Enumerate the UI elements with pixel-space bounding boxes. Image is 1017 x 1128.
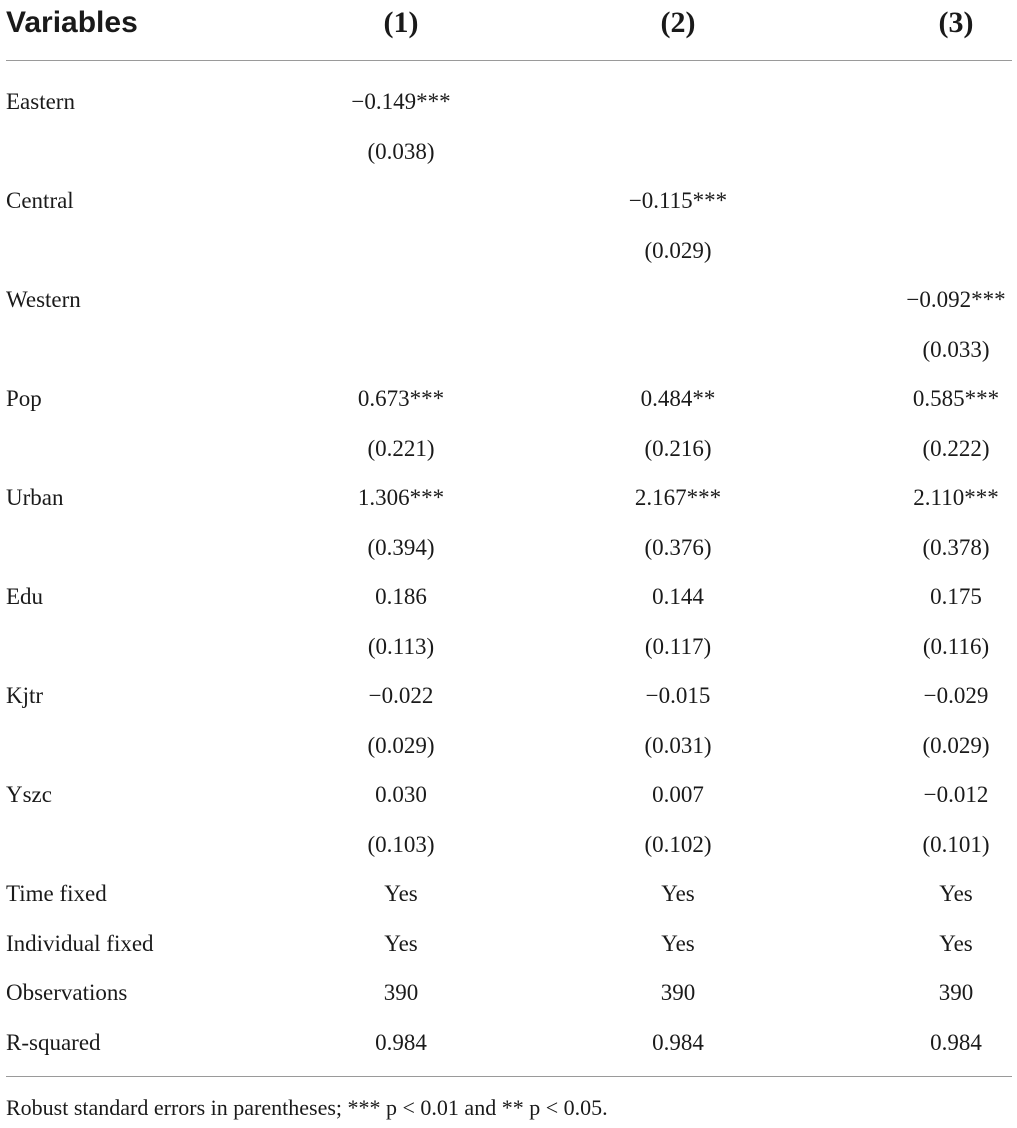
table-row (6, 869, 1012, 919)
table-row (6, 671, 1012, 721)
cell-column-3: (0.222) (922, 435, 990, 461)
cell-column-1: (0.029) (367, 732, 435, 758)
cell-column-1: (0.103) (367, 831, 435, 857)
header-variables: Variables (6, 6, 138, 39)
table-row (6, 820, 1012, 870)
cell-column-1: 1.306*** (357, 485, 445, 510)
cell-column-3: −0.012 (923, 782, 989, 807)
cell-column-2: 390 (660, 980, 696, 1005)
cell-column-2: (0.029) (644, 237, 712, 263)
cell-column-2: 0.007 (652, 782, 704, 807)
cell-column-3: 2.110*** (913, 485, 999, 510)
table-body (6, 77, 1012, 1067)
table-row (6, 325, 1012, 375)
row-label: Kjtr (6, 683, 44, 708)
cell-column-3: 0.984 (930, 1029, 982, 1055)
header-divider (6, 60, 1012, 61)
table-row (6, 1018, 1012, 1068)
table-row (6, 572, 1012, 622)
table-header-row (6, 0, 1012, 46)
row-label: Time fixed (6, 881, 107, 906)
cell-column-2: (0.376) (644, 534, 712, 560)
table-row (6, 770, 1012, 820)
cell-column-2: Yes (661, 930, 695, 956)
table-row (6, 968, 1012, 1018)
cell-column-3: 0.585*** (912, 386, 1000, 411)
cell-column-1: −0.022 (368, 683, 434, 708)
cell-column-3: (0.033) (922, 336, 990, 362)
table-row (6, 473, 1012, 523)
row-label: Western (6, 287, 81, 312)
header-column-1: (1) (383, 6, 419, 39)
cell-column-2: (0.031) (644, 732, 712, 758)
footer-divider (6, 1076, 1012, 1077)
cell-column-1: 0.186 (375, 584, 427, 609)
row-label: Individual fixed (6, 930, 154, 956)
cell-column-3: (0.116) (922, 633, 990, 659)
cell-column-3: (0.029) (922, 732, 990, 758)
cell-column-2: −0.015 (645, 683, 711, 708)
row-label: Urban (6, 485, 64, 510)
cell-column-1: Yes (384, 881, 418, 906)
cell-column-1: 0.030 (375, 782, 427, 807)
row-label: Eastern (6, 89, 75, 114)
cell-column-3: (0.378) (922, 534, 990, 560)
table-row (6, 226, 1012, 276)
cell-column-2: 2.167*** (634, 485, 722, 510)
row-label: Pop (6, 386, 42, 411)
table-row (6, 176, 1012, 226)
cell-column-2: Yes (661, 881, 695, 906)
table-row (6, 622, 1012, 672)
cell-column-1: −0.149*** (351, 89, 451, 114)
cell-column-2: (0.102) (644, 831, 712, 857)
table-row (6, 77, 1012, 127)
row-label: Observations (6, 980, 128, 1005)
table-row (6, 127, 1012, 177)
cell-column-2: −0.115*** (628, 188, 728, 213)
cell-column-1: (0.113) (367, 633, 435, 659)
cell-column-2: (0.216) (644, 435, 712, 461)
header-column-2: (2) (660, 6, 696, 39)
cell-column-2: 0.984 (652, 1029, 704, 1055)
row-label: Yszc (6, 782, 52, 807)
cell-column-2: (0.117) (644, 633, 712, 659)
table-row (6, 275, 1012, 325)
table-footnote: Robust standard errors in parentheses; *** p < 0.01 and ** p < 0.05. (6, 1095, 608, 1120)
cell-column-1: (0.221) (367, 435, 435, 461)
cell-column-2: 0.484** (640, 386, 716, 411)
cell-column-3: −0.092*** (906, 287, 1006, 312)
cell-column-3: 390 (938, 980, 974, 1005)
cell-column-1: 390 (383, 980, 419, 1005)
regression-table (6, 0, 1012, 46)
cell-column-3: Yes (939, 930, 973, 956)
cell-column-1: Yes (384, 930, 418, 956)
cell-column-1: (0.038) (367, 138, 435, 164)
table-row (6, 523, 1012, 573)
header-column-3: (3) (938, 6, 974, 39)
table-row (6, 424, 1012, 474)
cell-column-1: 0.984 (375, 1029, 427, 1055)
table-row (6, 919, 1012, 969)
cell-column-3: −0.029 (923, 683, 989, 708)
cell-column-3: 0.175 (930, 584, 982, 609)
cell-column-3: (0.101) (922, 831, 990, 857)
cell-column-1: (0.394) (367, 534, 435, 560)
table-row (6, 374, 1012, 424)
cell-column-3: Yes (939, 881, 973, 906)
row-label: Central (6, 188, 74, 213)
table-row (6, 721, 1012, 771)
cell-column-1: 0.673*** (357, 386, 445, 411)
row-label: R-squared (6, 1029, 101, 1055)
cell-column-2: 0.144 (652, 584, 704, 609)
row-label: Edu (6, 584, 44, 609)
